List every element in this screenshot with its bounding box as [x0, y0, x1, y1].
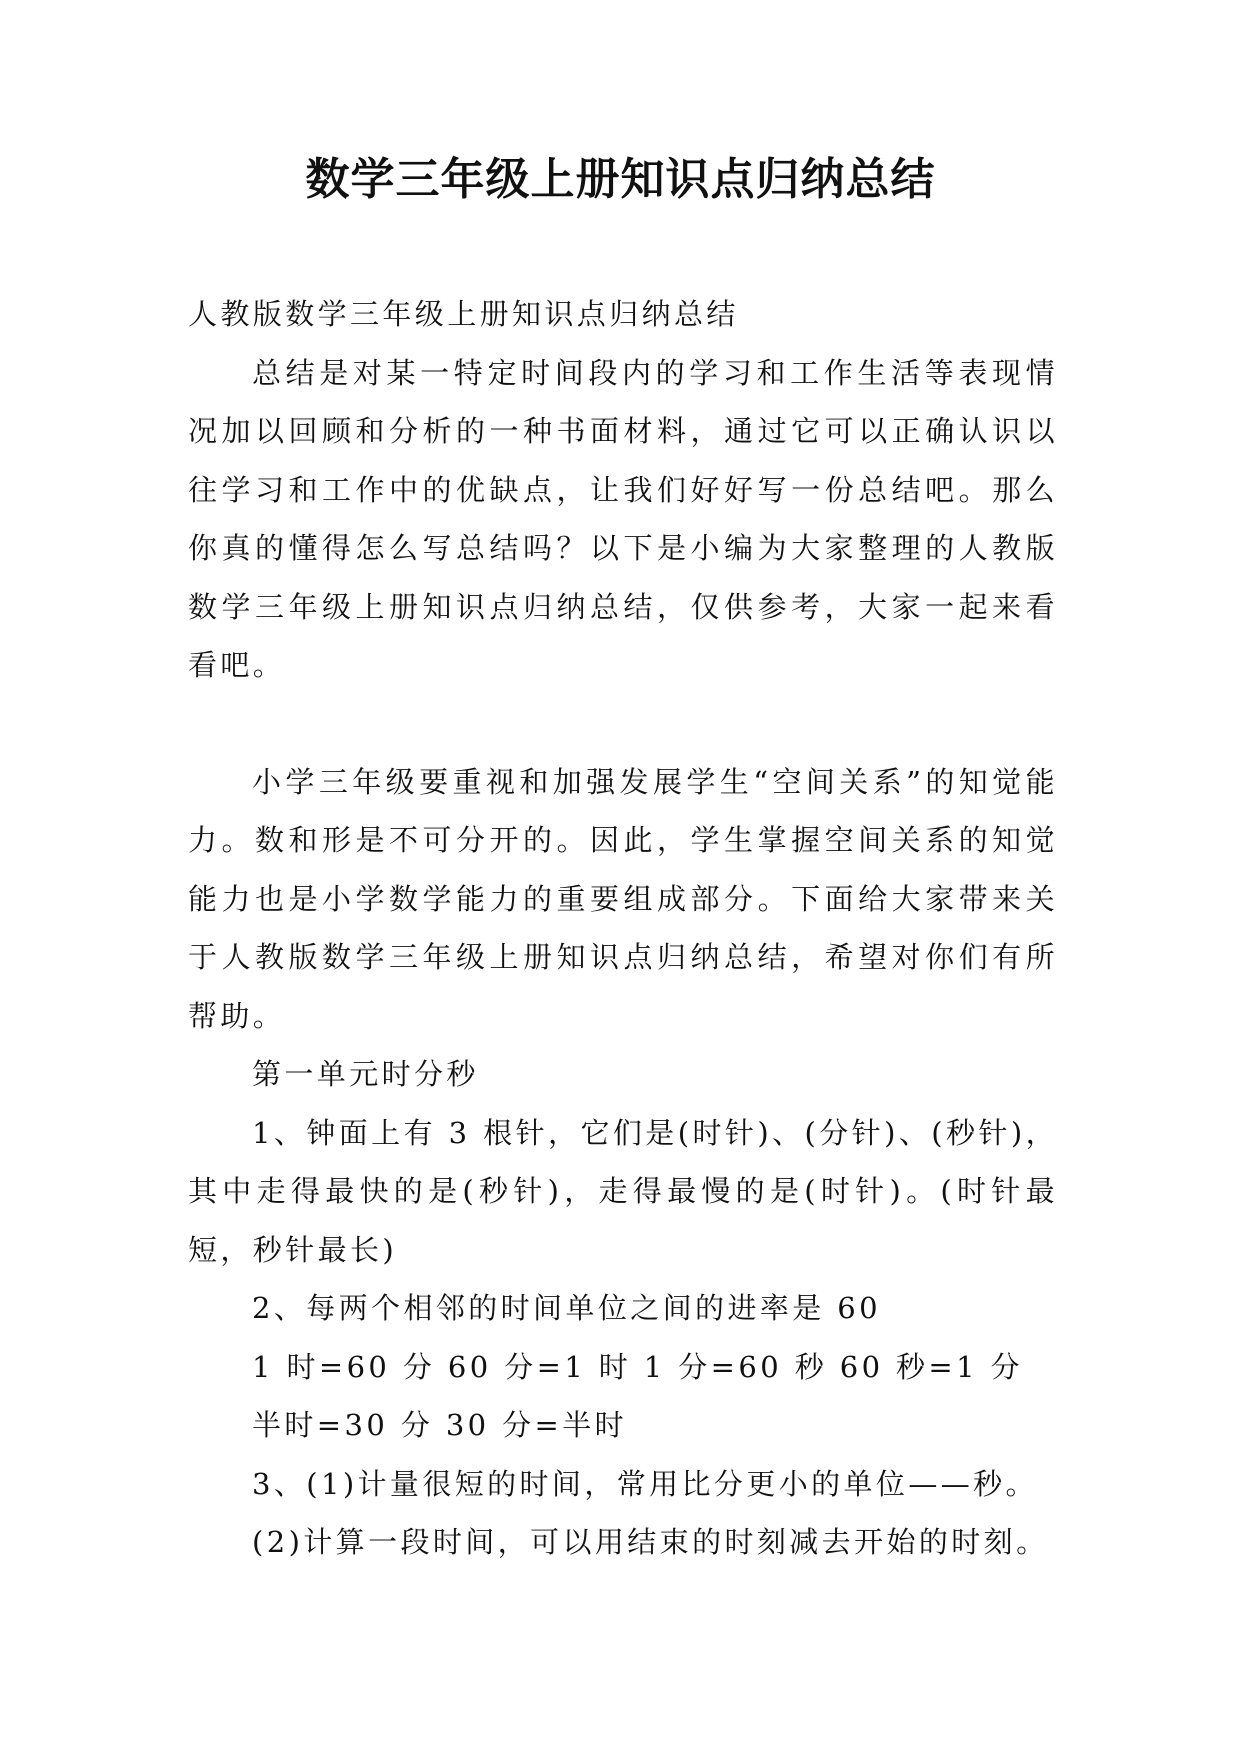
- conversion-line-2: 半时=30 分 30 分=半时: [252, 1408, 628, 1442]
- list-item-1: 1、钟面上有 3 根针，它们是(时针)、(分针)、(秒针)，其中走得最快的是(秒针)，走得最慢的是(时针)。(时针最短，秒针最长): [188, 1115, 1058, 1267]
- document-body: [188, 285, 1058, 1572]
- body-paragraph: 小学三年级要重视和加强发展学生“空间关系”的知觉能力。数和形是不可分开的。因此，学生掌握空间关系的知觉能力也是小学数学能力的重要组成部分。下面给大家带来关于人教版数学三年级上册知识点归纳总结，希望对你们有所帮助。: [188, 764, 1058, 1033]
- list-item-2: 2、每两个相邻的时间单位之间的进率是 60: [252, 1291, 881, 1325]
- document-subtitle: 人教版数学三年级上册知识点归纳总结: [188, 297, 739, 331]
- conversion-line-1: 1 时=60 分 60 分=1 时 1 分=60 秒 60 秒=1 分: [252, 1349, 1024, 1384]
- list-item-3b: (2)计算一段时间，可以用结束的时刻减去开始的时刻。: [252, 1525, 1049, 1559]
- intro-paragraph: 总结是对某一特定时间段内的学习和工作生活等表现情况加以回顾和分析的一种书面材料，通过它可以正确认识以往学习和工作中的优缺点，让我们好好写一份总结吧。那么你真的懂得怎么写总结吗？以下是小编为大家整理的人教版数学三年级上册知识点归纳总结，仅供参考，大家一起来看看吧。: [188, 355, 1058, 682]
- paragraph-spacer: [188, 695, 1058, 753]
- document-title: 数学三年级上册知识点归纳总结: [305, 154, 936, 205]
- list-item-3a: 3、(1)计量很短的时间，常用比分更小的单位——秒。: [252, 1466, 1038, 1501]
- unit-heading: 第一单元时分秒: [252, 1057, 479, 1091]
